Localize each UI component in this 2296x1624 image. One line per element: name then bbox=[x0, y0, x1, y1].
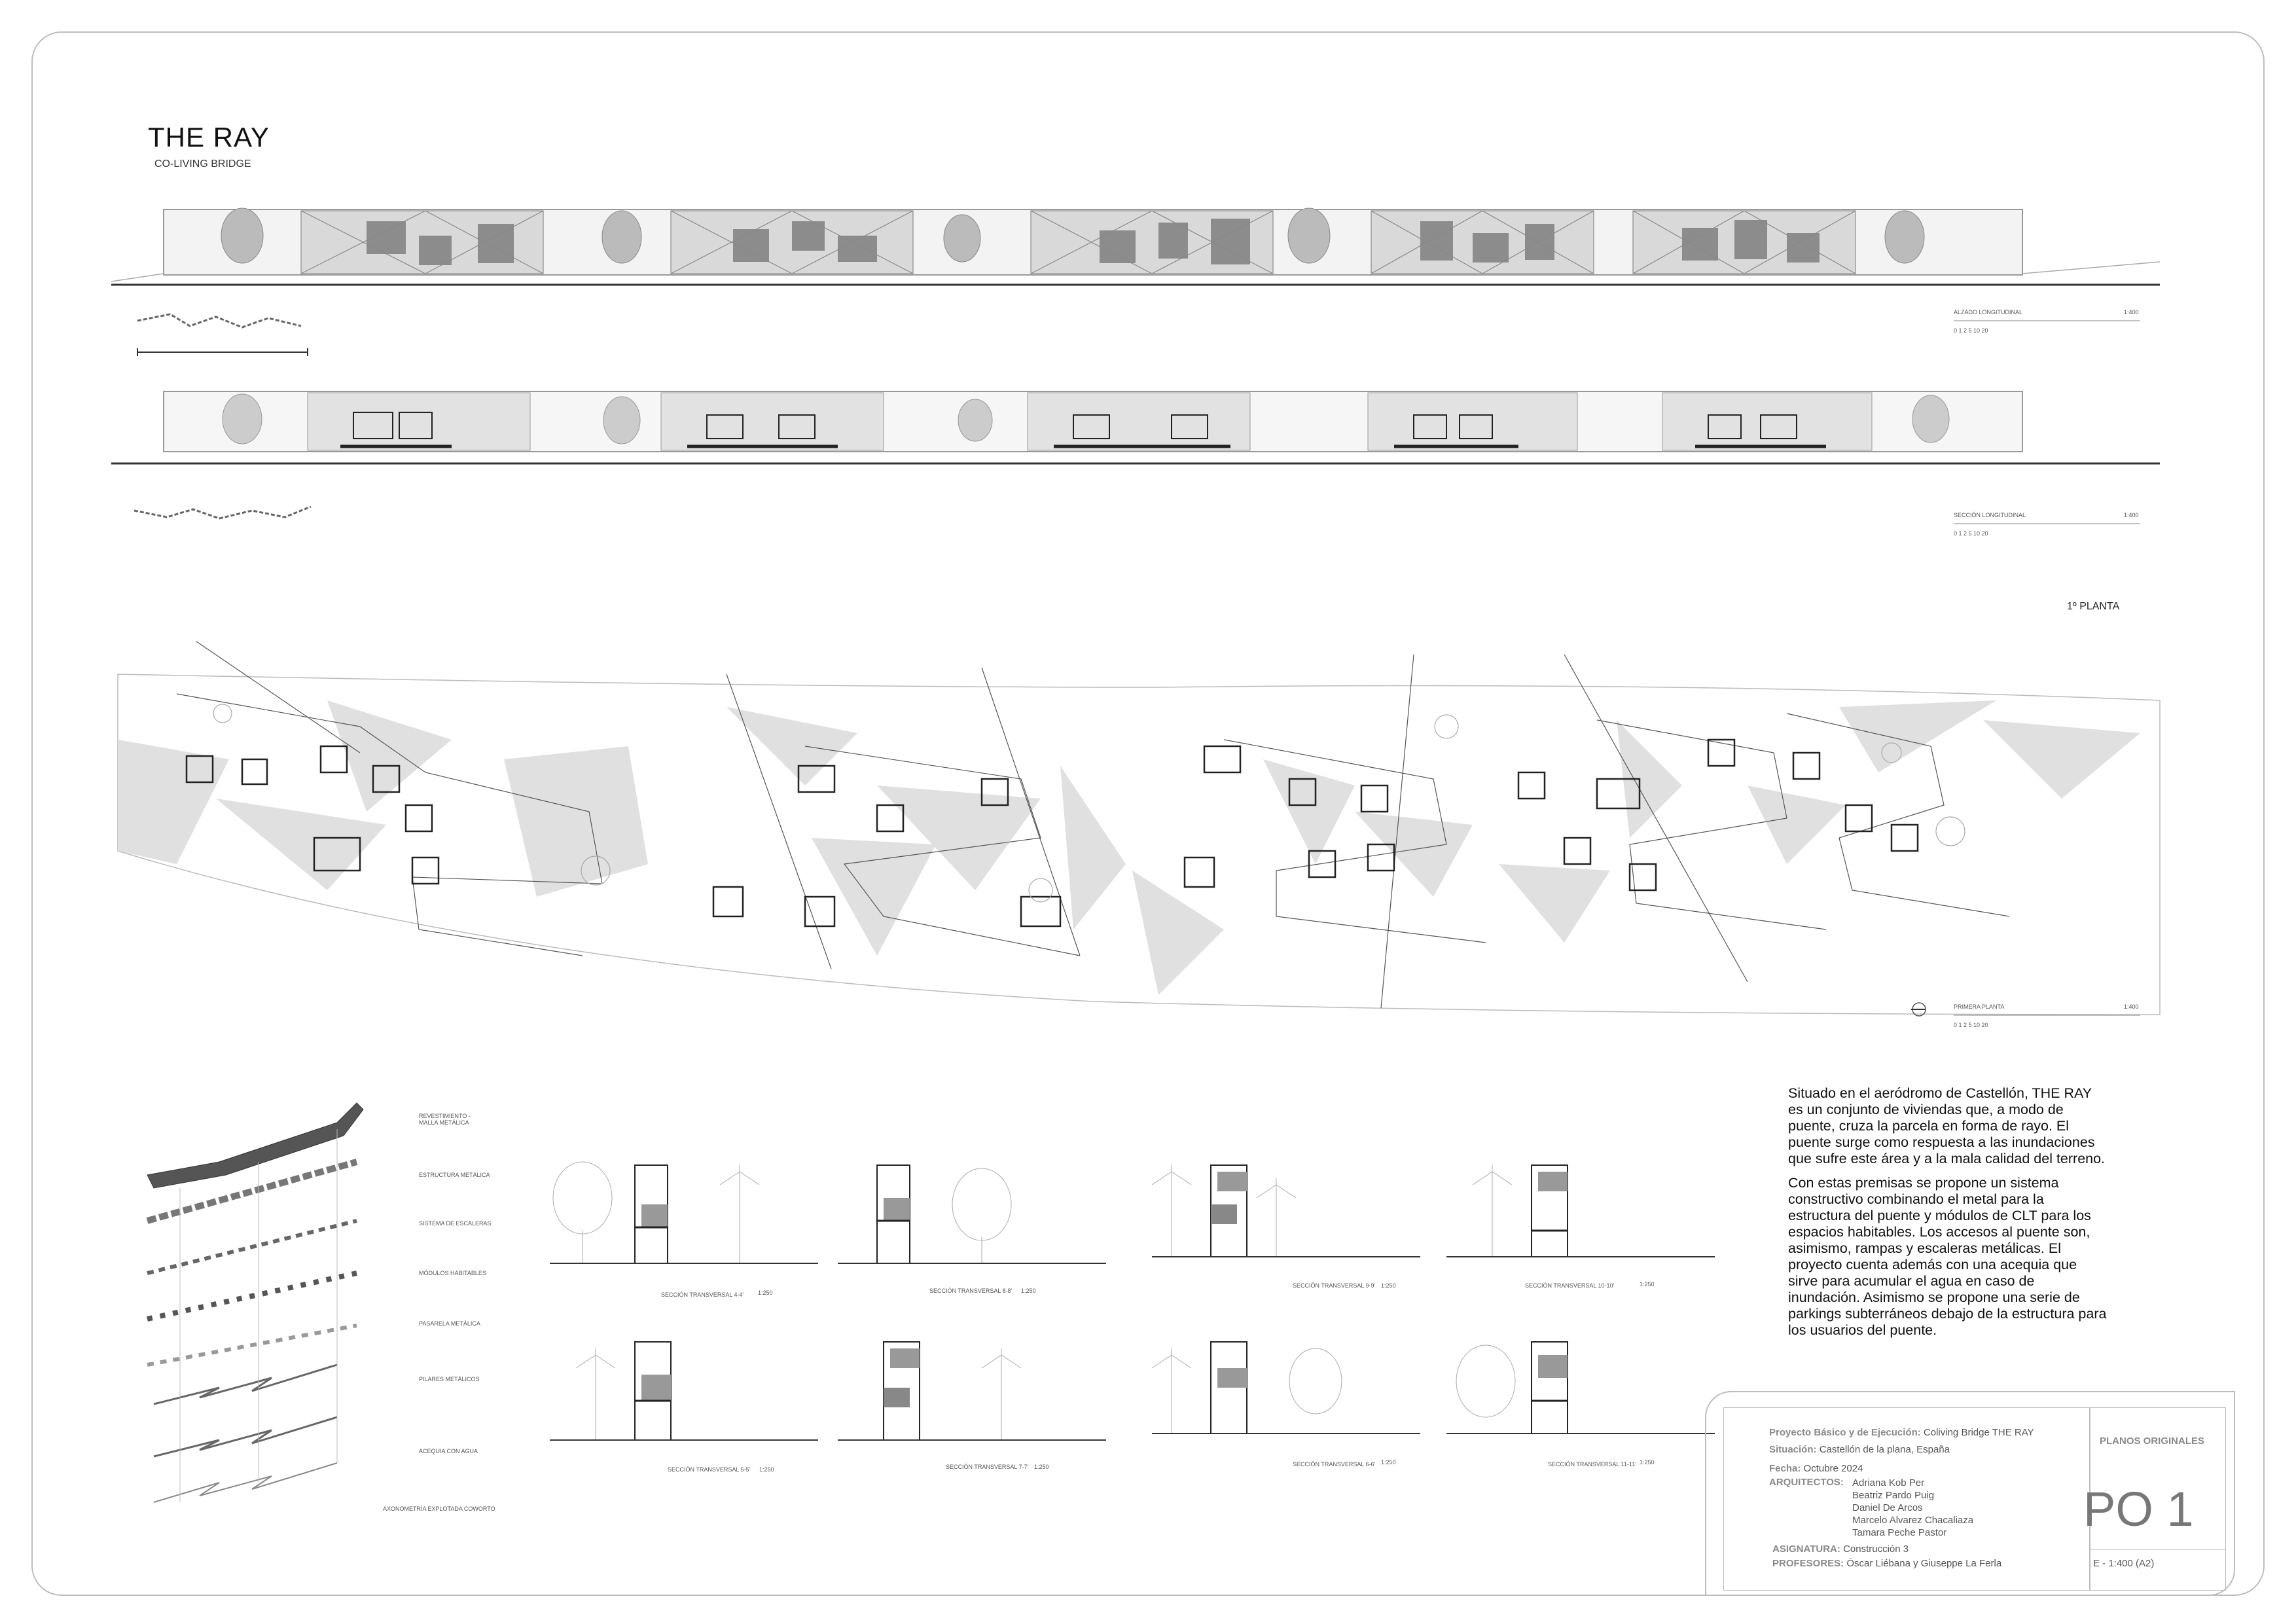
elevation-scale: 1:400 bbox=[2124, 309, 2139, 316]
section-7-scale: 1:250 bbox=[1034, 1464, 1049, 1470]
axo-label-pillars: PILARES METÁLICOS bbox=[419, 1376, 480, 1382]
section-9-label: SECCIÓN TRANSVERSAL 9-9' bbox=[1293, 1282, 1376, 1289]
plan-scale: 1:400 bbox=[2124, 1003, 2139, 1010]
axo-label-cladding: REVESTIMIENTO - MALLA METÁLICA bbox=[419, 1113, 471, 1126]
section-9-scale: 1:250 bbox=[1381, 1282, 1396, 1289]
tb-proyecto: Proyecto Básico y de Ejecución: Coliving Bridge THE RAY bbox=[1769, 1427, 2034, 1438]
north-arrow-icon bbox=[1911, 1001, 1931, 1017]
description-paragraph-1: Situado en el aeródromo de Castellón, THE RAY es un conjunto de viviendas que, a modo de puente, cruza la parcela en forma de rayo. El puente surge como respuesta a las inundaciones que sufre este área y a la mala calidad del terreno. bbox=[1788, 1085, 2106, 1166]
plan-scale-ticks: 0 1 2 5 10 20 bbox=[1954, 1022, 1988, 1028]
longitudinal-elevation bbox=[111, 190, 2160, 308]
axo-label-modules: MÓDULOS HABITABLES bbox=[419, 1270, 486, 1276]
axo-label-walkway: PASARELA METÁLICA bbox=[419, 1320, 480, 1327]
section-key-plan bbox=[128, 497, 324, 537]
plan-label: PRIMERA PLANTA bbox=[1954, 1003, 2005, 1010]
tb-scale: E - 1:400 (A2) bbox=[2093, 1558, 2155, 1569]
tb-sheet-code: PO 1 bbox=[2083, 1482, 2194, 1536]
cross-section-6 bbox=[1145, 1329, 1427, 1460]
axo-label-stairs: SISTEMA DE ESCALERAS bbox=[419, 1220, 492, 1227]
plan-scale-bar bbox=[1954, 1013, 2144, 1019]
elevation-key-plan bbox=[131, 308, 327, 360]
tb-planos-label: PLANOS ORIGINALES bbox=[2100, 1435, 2205, 1447]
section-scale-ticks: 0 1 2 5 10 20 bbox=[1954, 530, 1988, 537]
tb-fecha: Fecha: Octubre 2024 bbox=[1769, 1463, 1863, 1474]
section-5-scale: 1:250 bbox=[759, 1466, 774, 1473]
tb-arquitectos-label: ARQUITECTOS: bbox=[1769, 1477, 1844, 1488]
cross-section-8 bbox=[831, 1152, 1113, 1283]
longitudinal-section bbox=[111, 386, 2160, 484]
cross-section-9 bbox=[1145, 1152, 1427, 1283]
elevation-scale-bar bbox=[1954, 318, 2144, 325]
exploded-axonometry bbox=[141, 1090, 396, 1515]
cross-section-10 bbox=[1440, 1152, 1721, 1283]
elevation-label: ALZADO LONGITUDINAL bbox=[1954, 309, 2023, 316]
elevation-scale-ticks: 0 1 2 5 10 20 bbox=[1954, 327, 1988, 334]
project-description bbox=[1788, 1085, 2109, 1346]
tb-profesores: PROFESORES: Óscar Liébana y Giuseppe La Ferla bbox=[1772, 1558, 2002, 1569]
tb-arquitectos-list: Adriana Kob Per Beatriz Pardo Puig Daniel De Arcos Marcelo Alvarez Chacaliaza Tamara Peche Pastor bbox=[1852, 1477, 1974, 1538]
axo-label-channel: ACEQUIA CON AGUA bbox=[419, 1448, 478, 1454]
section-5-label: SECCIÓN TRANSVERSAL 5-5' bbox=[668, 1466, 751, 1473]
section-11-scale: 1:250 bbox=[1640, 1459, 1655, 1466]
section-6-label: SECCIÓN TRANSVERSAL 6-6' bbox=[1293, 1461, 1376, 1468]
first-floor-plan bbox=[111, 589, 2173, 1021]
section-11-label: SECCIÓN TRANSVERSAL 11-11' bbox=[1548, 1461, 1636, 1468]
tb-situacion: Situación: Castellón de la plana, España bbox=[1769, 1444, 1950, 1455]
section-10-label: SECCIÓN TRANSVERSAL 10-10' bbox=[1525, 1282, 1615, 1289]
section-6-scale: 1:250 bbox=[1381, 1459, 1396, 1466]
description-paragraph-2: Con estas premisas se propone un sistema constructivo combinando el metal para la estructura del puente y módulos de CLT para los espacios habitables. Los accesos al puente son, asimismo, rampas y escaleras metálicas. El proyecto cuenta además con una acequia que sirve para acumular el agua en caso de inundación. Asimismo se propone una serie de parkings subterráneos debajo de la estructura para los usuarios del puente. bbox=[1788, 1175, 2107, 1338]
section-4-scale: 1:250 bbox=[758, 1290, 773, 1296]
section-7-label: SECCIÓN TRANSVERSAL 7-7' bbox=[946, 1464, 1029, 1470]
cross-section-4 bbox=[543, 1152, 825, 1283]
tb-divider bbox=[2090, 1548, 2226, 1551]
floor-plan-title: 1º PLANTA bbox=[2067, 601, 2120, 612]
tb-asignatura: ASIGNATURA: Construcción 3 bbox=[1772, 1543, 1909, 1555]
section-label: SECCIÓN LONGITUDINAL bbox=[1954, 512, 2026, 518]
section-4-label: SECCIÓN TRANSVERSAL 4-4' bbox=[661, 1291, 744, 1298]
project-title: THE RAY bbox=[148, 122, 270, 153]
section-scale-bar bbox=[1954, 521, 2144, 528]
axo-label-structure: ESTRUCTURA METÁLICA bbox=[419, 1172, 490, 1178]
cross-section-7 bbox=[831, 1329, 1113, 1460]
section-scale: 1:400 bbox=[2124, 512, 2139, 518]
cross-section-5 bbox=[543, 1329, 825, 1460]
section-10-scale: 1:250 bbox=[1640, 1281, 1655, 1288]
project-subtitle: CO-LIVING BRIDGE bbox=[154, 158, 251, 170]
cross-section-11 bbox=[1440, 1329, 1721, 1460]
axo-title: AXONOMETRÍA EXPLOTADA COWORTO bbox=[383, 1506, 495, 1512]
section-8-scale: 1:250 bbox=[1021, 1288, 1036, 1294]
section-8-label: SECCIÓN TRANSVERSAL 8-8' bbox=[929, 1288, 1013, 1294]
